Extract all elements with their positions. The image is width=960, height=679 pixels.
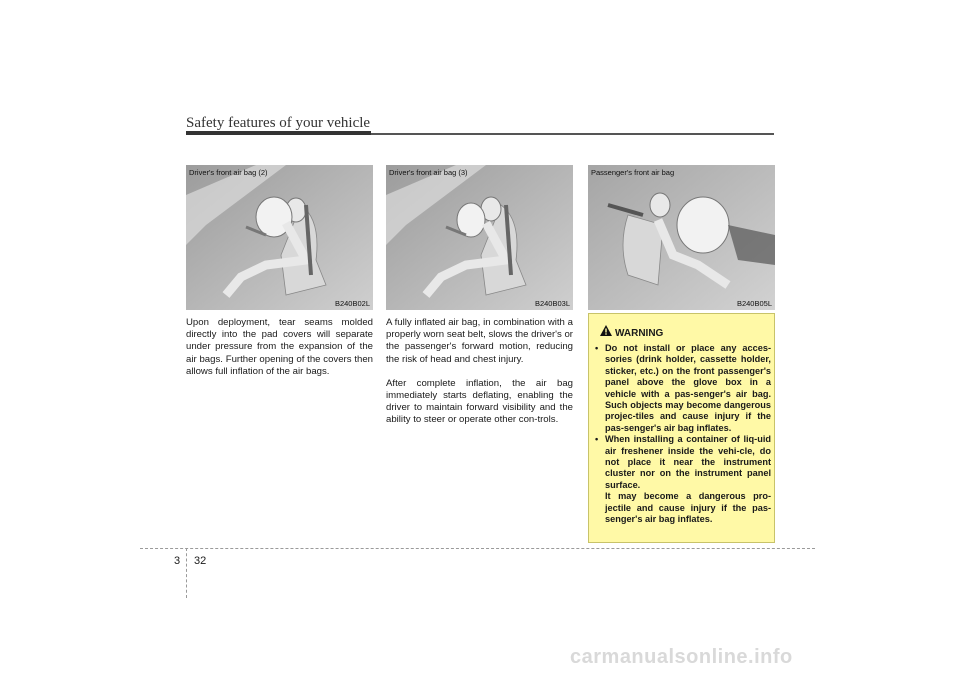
paragraph: A fully inflated air bag, in combination with a properly worn seat belt, slows the driver's or the passenger's forward motion, reducing the risk of head and chest injury. xyxy=(386,317,573,365)
figure-caption: Passenger's front air bag xyxy=(591,168,675,177)
figure-code: B240B02L xyxy=(334,299,370,308)
warning-item: • When installing a container of liq-uid air freshener inside the vehi-cle, do not place it near the instrument cluster nor on the instrument panel surface. It may become a dangerous pro-jectile and cause injury if the pas-senger's air bag inflates. xyxy=(595,434,771,525)
figure-code: B240B03L xyxy=(534,299,570,308)
paragraph: After complete inflation, the air bag immediately starts deflating, enabling the driver to maintain forward visibility and the ability to steer or operate other con-trols. xyxy=(386,377,573,426)
warning-item: • Do not install or place any acces-sories (drink holder, cassette holder, sticker, etc.) on the front passenger's panel above the glove box in a vehicle with a pas-senger's air bag. Such objects may become dangerous projec-tiles and cause injury if the pas-senger's air bag inflates. xyxy=(595,343,771,433)
column-1-text xyxy=(186,317,373,390)
footer-rule xyxy=(140,548,815,549)
warning-item-text: Do not install or place any acces-sories (drink holder, cassette holder, sticker, etc.) on the front passenger's panel above the glove box in a vehicle with a pas-senger's air bag. Such objects may become dangerous projec-tiles and cause injury if the pas-senger's air bag inflates. xyxy=(605,343,771,433)
warning-heading: WARNING xyxy=(615,328,664,339)
page-number: 32 xyxy=(194,555,207,567)
warning-box xyxy=(588,313,775,543)
driver-airbag-inflated-illustration xyxy=(386,165,573,310)
page-header-title: Safety features of your vehicle xyxy=(186,115,371,131)
figure-driver-airbag-2 xyxy=(186,165,373,310)
warning-list xyxy=(593,343,771,526)
header-rule-accent xyxy=(186,131,371,135)
warning-triangle-icon xyxy=(600,325,612,336)
figure-passenger-airbag xyxy=(588,165,775,310)
passenger-airbag-illustration xyxy=(588,165,775,310)
column-2-text xyxy=(386,317,573,439)
paragraph: Upon deployment, tear seams molded directly into the pad covers will separate under pressure from the expansion of the air bags. Further opening of the covers then allows full inflation of the air bags. xyxy=(186,317,373,377)
warning-item-subtext: It may become a dangerous pro-jectile and cause injury if the pas-senger's air bag inflates. xyxy=(605,491,771,525)
watermark: carmanualsonline.info xyxy=(570,646,793,668)
figure-driver-airbag-3 xyxy=(386,165,573,310)
warning-item-text: When installing a container of liq-uid air freshener inside the vehi-cle, do not place it near the instrument cluster nor on the instrument panel surface. xyxy=(605,434,771,490)
section-number: 3 xyxy=(174,555,181,567)
figure-caption: Driver's front air bag (2) xyxy=(189,168,268,177)
driver-airbag-illustration xyxy=(186,165,373,310)
footer-divider xyxy=(186,548,187,598)
figure-caption: Driver's front air bag (3) xyxy=(389,168,468,177)
figure-code: B240B05L xyxy=(736,299,772,308)
